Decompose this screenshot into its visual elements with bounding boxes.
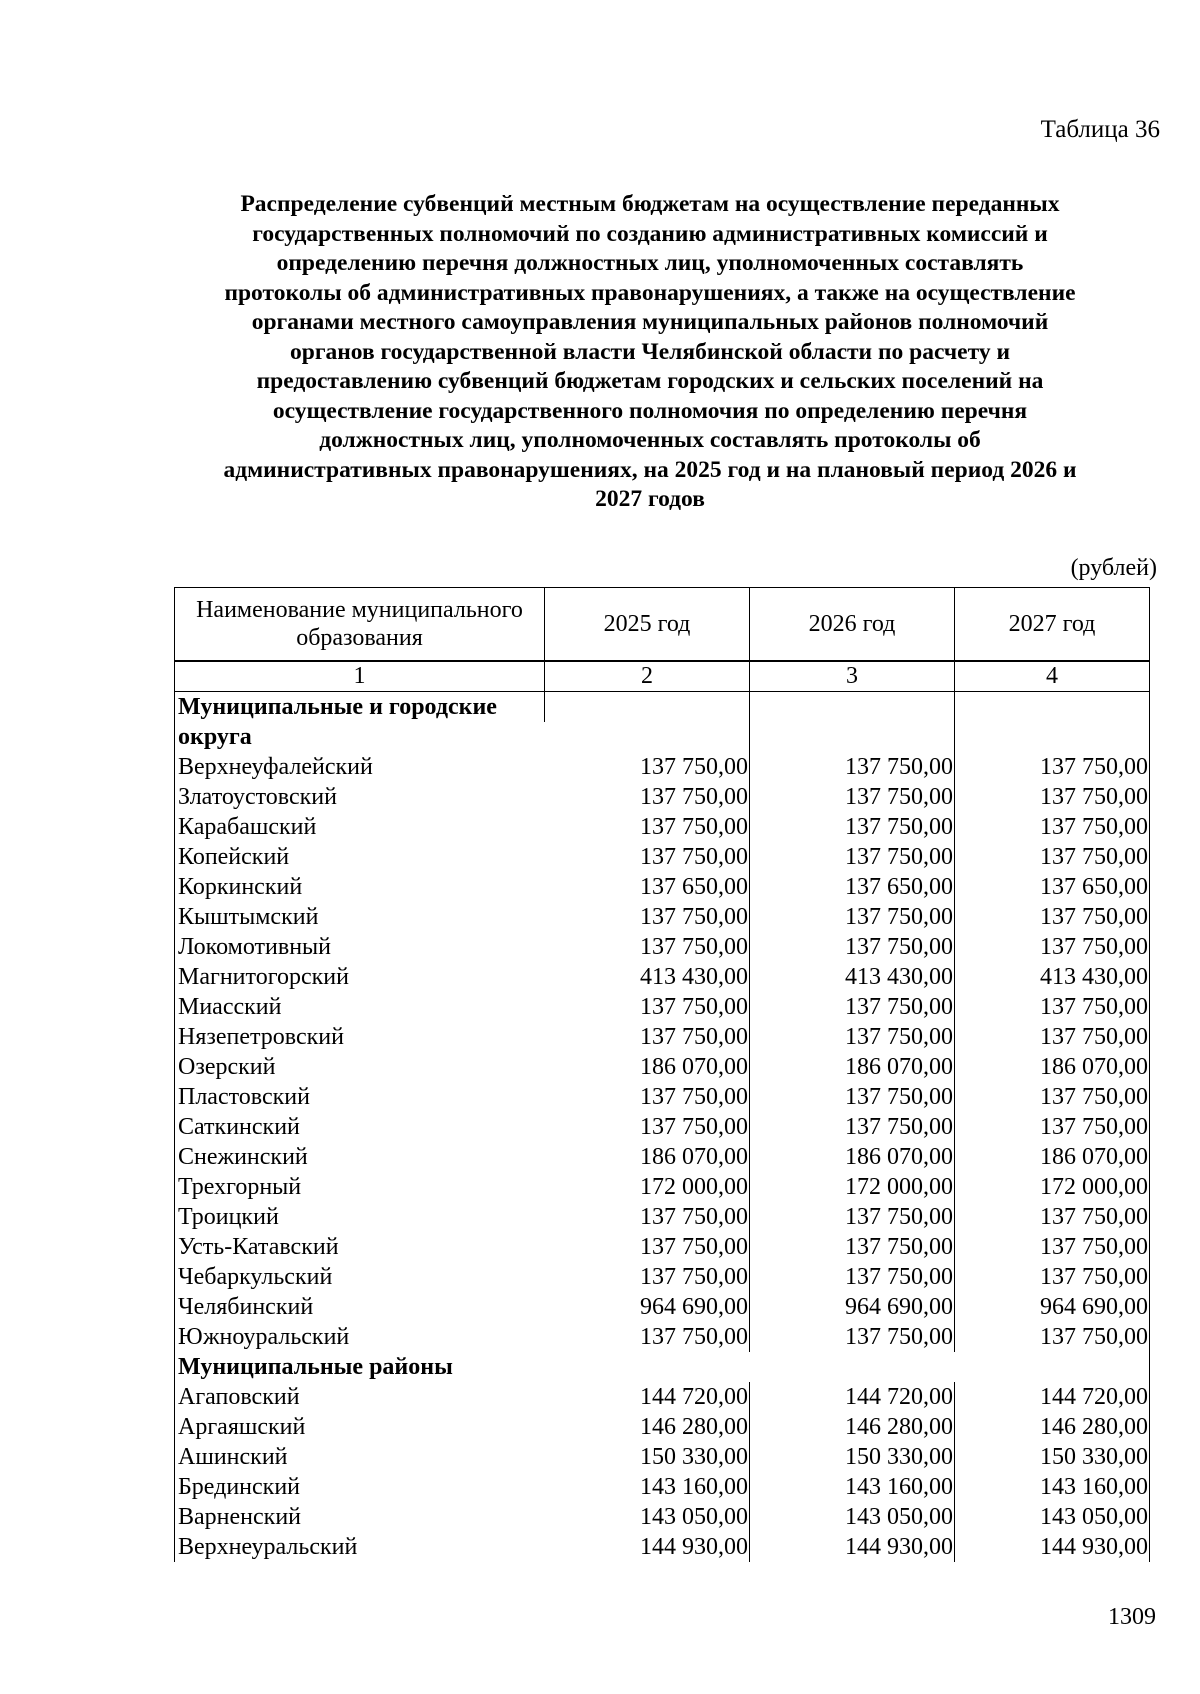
table-row — [175, 1052, 1150, 1082]
title-line: осуществление государственного полномочия по определению перечня — [272, 397, 1028, 424]
title-line: предоставлению субвенций бюджетам городских и сельских поселений на — [256, 368, 1044, 394]
value-2025: 137 750,00 — [545, 1202, 750, 1232]
value-2027: 137 750,00 — [955, 752, 1150, 782]
municipality-name: Карабашский — [175, 812, 545, 842]
value-2025: 144 930,00 — [545, 1532, 750, 1562]
value-2026: 137 750,00 — [750, 1082, 955, 1112]
municipality-name: Трехгорный — [175, 1172, 545, 1202]
value-2027: 143 050,00 — [955, 1502, 1150, 1532]
section-header-row — [175, 692, 1150, 723]
value-2025: 137 750,00 — [545, 812, 750, 842]
value-2025: 137 750,00 — [545, 842, 750, 872]
value-2027: 143 160,00 — [955, 1472, 1150, 1502]
table-row — [175, 1532, 1150, 1562]
title-line: органов государственной власти Челябинской области по расчету и — [290, 338, 1010, 365]
document-title — [165, 190, 1135, 515]
value-2027: 137 750,00 — [955, 812, 1150, 842]
value-2027: 413 430,00 — [955, 962, 1150, 992]
empty-cell — [750, 692, 955, 723]
table-row — [175, 1412, 1150, 1442]
municipality-name: Саткинский — [175, 1112, 545, 1142]
value-2025: 186 070,00 — [545, 1052, 750, 1082]
value-2027: 137 650,00 — [955, 872, 1150, 902]
value-2026: 137 750,00 — [750, 1322, 955, 1352]
value-2026: 144 720,00 — [750, 1382, 955, 1412]
municipality-name: Златоустовский — [175, 782, 545, 812]
value-2026: 137 750,00 — [750, 1232, 955, 1262]
value-2026: 137 750,00 — [750, 782, 955, 812]
table-row — [175, 1262, 1150, 1292]
title-line: должностных лиц, уполномоченных составлять протоколы об — [319, 427, 981, 453]
value-2025: 137 750,00 — [545, 1232, 750, 1262]
column-number: 4 — [955, 661, 1150, 692]
municipality-name: Верхнеуфалейский — [175, 752, 545, 782]
value-2026: 143 160,00 — [750, 1472, 955, 1502]
municipality-name: Озерский — [175, 1052, 545, 1082]
table-row — [175, 932, 1150, 962]
municipality-name: Троицкий — [175, 1202, 545, 1232]
municipality-name: Агаповский — [175, 1382, 545, 1412]
value-2027: 137 750,00 — [955, 1232, 1150, 1262]
title-line: Распределение субвенций местным бюджетам на осуществление переданных — [240, 191, 1060, 217]
table-row — [175, 962, 1150, 992]
value-2026: 137 750,00 — [750, 992, 955, 1022]
value-2025: 137 750,00 — [545, 932, 750, 962]
unit-label: (рублей) — [1070, 555, 1157, 581]
table-header-row — [175, 588, 1150, 662]
page-number: 1309 — [1108, 1604, 1156, 1630]
value-2025: 137 750,00 — [545, 902, 750, 932]
empty-cell — [545, 692, 750, 723]
value-2026: 150 330,00 — [750, 1442, 955, 1472]
section-header-row — [175, 722, 1150, 752]
section-title: Муниципальные районы — [175, 1352, 545, 1382]
value-2025: 137 750,00 — [545, 752, 750, 782]
table-row — [175, 1112, 1150, 1142]
table-row — [175, 1082, 1150, 1112]
value-2026: 137 750,00 — [750, 932, 955, 962]
value-2026: 143 050,00 — [750, 1502, 955, 1532]
table-row — [175, 1232, 1150, 1262]
value-2025: 186 070,00 — [545, 1142, 750, 1172]
table-row — [175, 1202, 1150, 1232]
table-row — [175, 752, 1150, 782]
value-2025: 137 750,00 — [545, 782, 750, 812]
empty-cell — [750, 722, 955, 752]
value-2026: 137 750,00 — [750, 812, 955, 842]
value-2026: 137 750,00 — [750, 1202, 955, 1232]
value-2027: 137 750,00 — [955, 1262, 1150, 1292]
column-number-row — [175, 661, 1150, 692]
value-2026: 172 000,00 — [750, 1172, 955, 1202]
empty-cell — [545, 722, 750, 752]
value-2027: 150 330,00 — [955, 1442, 1150, 1472]
table-row — [175, 782, 1150, 812]
value-2027: 137 750,00 — [955, 1112, 1150, 1142]
table-row — [175, 1502, 1150, 1532]
title-line: протоколы об административных правонарушениях, а также на осуществление — [224, 279, 1076, 306]
table-row — [175, 1442, 1150, 1472]
municipality-name: Коркинский — [175, 872, 545, 902]
column-number: 2 — [545, 661, 750, 692]
municipality-name: Чебаркульский — [175, 1262, 545, 1292]
table-row — [175, 1022, 1150, 1052]
value-2026: 137 750,00 — [750, 902, 955, 932]
value-2026: 137 650,00 — [750, 872, 955, 902]
value-2027: 186 070,00 — [955, 1052, 1150, 1082]
section-title: округа — [175, 722, 545, 752]
header-municipality-line2: образования — [296, 625, 423, 651]
value-2025: 172 000,00 — [545, 1172, 750, 1202]
value-2025: 143 160,00 — [545, 1472, 750, 1502]
empty-cell — [955, 722, 1150, 752]
empty-cell — [750, 1352, 955, 1382]
municipality-name: Нязепетровский — [175, 1022, 545, 1052]
value-2027: 144 720,00 — [955, 1382, 1150, 1412]
empty-cell — [955, 1352, 1150, 1382]
value-2025: 137 750,00 — [545, 1322, 750, 1352]
municipality-name: Брединский — [175, 1472, 545, 1502]
table-row — [175, 812, 1150, 842]
municipality-name: Локомотивный — [175, 932, 545, 962]
value-2027: 146 280,00 — [955, 1412, 1150, 1442]
municipality-name: Кыштымский — [175, 902, 545, 932]
table-row — [175, 1142, 1150, 1172]
value-2027: 186 070,00 — [955, 1142, 1150, 1172]
municipality-name: Варненский — [175, 1502, 545, 1532]
value-2027: 172 000,00 — [955, 1172, 1150, 1202]
municipality-name: Верхнеуральский — [175, 1532, 545, 1562]
value-2026: 137 750,00 — [750, 1022, 955, 1052]
value-2027: 137 750,00 — [955, 932, 1150, 962]
table-row — [175, 1172, 1150, 1202]
municipality-name: Снежинский — [175, 1142, 545, 1172]
table-row — [175, 992, 1150, 1022]
table-row — [175, 1292, 1150, 1322]
subvention-table — [174, 587, 1150, 1562]
title-line: государственных полномочий по созданию административных комиссий и — [252, 220, 1048, 247]
value-2026: 186 070,00 — [750, 1142, 955, 1172]
value-2027: 137 750,00 — [955, 782, 1150, 812]
value-2025: 137 750,00 — [545, 1022, 750, 1052]
value-2026: 964 690,00 — [750, 1292, 955, 1322]
section-header-row — [175, 1352, 1150, 1382]
title-line: 2027 годов — [595, 486, 705, 512]
title-line: определению перечня должностных лиц, уполномоченных составлять — [276, 250, 1024, 276]
municipality-name: Магнитогорский — [175, 962, 545, 992]
value-2027: 137 750,00 — [955, 1082, 1150, 1112]
value-2027: 964 690,00 — [955, 1292, 1150, 1322]
value-2025: 144 720,00 — [545, 1382, 750, 1412]
value-2027: 137 750,00 — [955, 992, 1150, 1022]
empty-cell — [545, 1352, 750, 1382]
table-body — [175, 692, 1150, 1563]
municipality-name: Аргаяшский — [175, 1412, 545, 1442]
value-2025: 137 750,00 — [545, 1112, 750, 1142]
municipality-name: Пластовский — [175, 1082, 545, 1112]
value-2026: 144 930,00 — [750, 1532, 955, 1562]
value-2026: 186 070,00 — [750, 1052, 955, 1082]
value-2025: 964 690,00 — [545, 1292, 750, 1322]
value-2026: 137 750,00 — [750, 1112, 955, 1142]
value-2026: 413 430,00 — [750, 962, 955, 992]
column-number: 3 — [750, 661, 955, 692]
value-2026: 146 280,00 — [750, 1412, 955, 1442]
value-2025: 137 750,00 — [545, 1082, 750, 1112]
header-2025: 2025 год — [545, 588, 750, 662]
header-2026: 2026 год — [750, 588, 955, 662]
value-2026: 137 750,00 — [750, 1262, 955, 1292]
value-2025: 413 430,00 — [545, 962, 750, 992]
table-row — [175, 842, 1150, 872]
value-2025: 137 750,00 — [545, 1262, 750, 1292]
value-2027: 137 750,00 — [955, 1022, 1150, 1052]
municipality-name: Челябинский — [175, 1292, 545, 1322]
value-2025: 150 330,00 — [545, 1442, 750, 1472]
municipality-name: Усть-Катавский — [175, 1232, 545, 1262]
value-2027: 137 750,00 — [955, 902, 1150, 932]
municipality-name: Ашинский — [175, 1442, 545, 1472]
table-row — [175, 1382, 1150, 1412]
title-line: административных правонарушениях, на 2025 год и на плановый период 2026 и — [223, 456, 1077, 483]
municipality-name: Миасский — [175, 992, 545, 1022]
table-row — [175, 1472, 1150, 1502]
value-2027: 137 750,00 — [955, 842, 1150, 872]
empty-cell — [955, 692, 1150, 723]
title-line: органами местного самоуправления муниципальных районов полномочий — [251, 309, 1049, 335]
table-row — [175, 1322, 1150, 1352]
value-2026: 137 750,00 — [750, 752, 955, 782]
value-2025: 137 650,00 — [545, 872, 750, 902]
column-number: 1 — [175, 661, 545, 692]
table-row — [175, 902, 1150, 932]
table-label: Таблица 36 — [1040, 116, 1160, 143]
value-2027: 137 750,00 — [955, 1322, 1150, 1352]
section-title: Муниципальные и городские — [175, 692, 545, 723]
value-2027: 144 930,00 — [955, 1532, 1150, 1562]
municipality-name: Южноуральский — [175, 1322, 545, 1352]
value-2027: 137 750,00 — [955, 1202, 1150, 1232]
value-2025: 143 050,00 — [545, 1502, 750, 1532]
value-2026: 137 750,00 — [750, 842, 955, 872]
header-municipality — [175, 588, 545, 662]
value-2025: 146 280,00 — [545, 1412, 750, 1442]
header-2027: 2027 год — [955, 588, 1150, 662]
municipality-name: Копейский — [175, 842, 545, 872]
header-municipality-line1: Наименование муниципального — [196, 597, 523, 623]
table-row — [175, 872, 1150, 902]
value-2025: 137 750,00 — [545, 992, 750, 1022]
